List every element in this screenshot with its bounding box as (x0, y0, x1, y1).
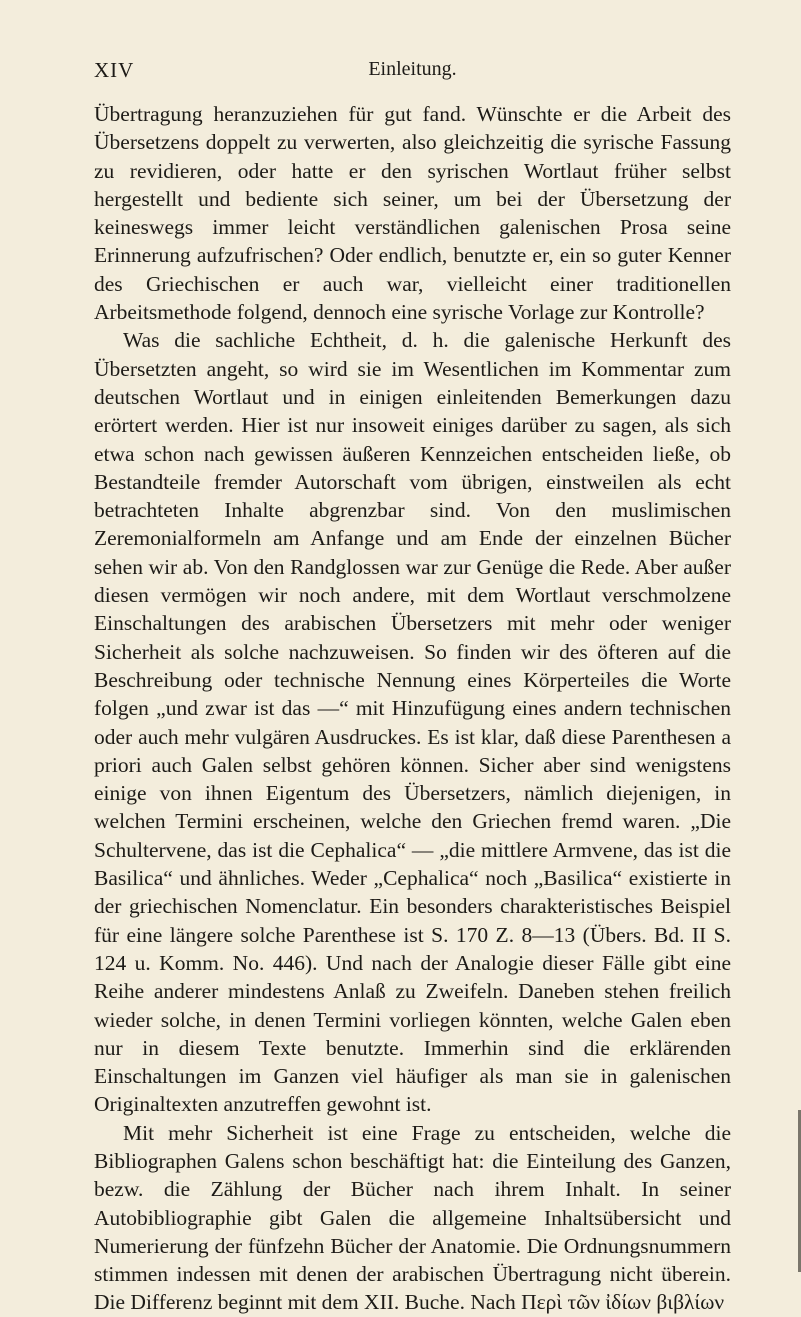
body-text (94, 100, 731, 1317)
paragraph-3: Mit mehr Sicherheit ist eine Frage zu entscheiden, welche die Bibliographen Galens schon beschäftigt hat: die Einteilung des Ganzen, bezw. die Zählung der Bücher nach ihrem Inhalt. In seiner Autobibliographie gibt Galen die allgemeine Inhaltsübersicht und Numerierung der fünfzehn Bücher der Anatomie. Die Ordnungsnummern stimmen indessen mit denen der arabischen Übertragung nicht überein. Die Differenz beginnt mit dem XII. Buche. Nach Περὶ τῶν ἰδίων βιβλίων (94, 1120, 731, 1315)
paragraph-1: Übertragung heranzuziehen für gut fand. Wünschte er die Arbeit des Übersetzens doppelt zu verwerten, also gleichzeitig die syrische Fassung zu revidieren, oder hatte er den syrischen Wortlaut früher selbst hergestellt und bediente sich seiner, um bei der Übersetzung der keineswegs immer leicht verständlichen galenischen Prosa seine Erinnerung aufzufrischen? Oder endlich, benutzte er, ein so guter Kenner des Griechischen er auch war, vielleicht einer traditionellen Arbeitsmethode folgend, dennoch eine syrische Vorlage zur Kontrolle? (94, 102, 731, 325)
paragraph-2: Was die sachliche Echtheit, d. h. die galenische Herkunft des Übersetzten angeht, so wird sie im Wesentlichen im Kommentar zum deutschen Wortlaut und in einigen einleitenden Bemerkungen dazu erörtert werden. Hier ist nur insoweit einiges darüber zu sagen, als sich etwa schon nach gewissen äußeren Kennzeichen entscheiden ließe, ob Bestandteile fremder Autorschaft vom übrigen, einstweilen als echt betrachteten Inhalte abgrenzbar sind. Von den muslimischen Zeremonialformeln am Anfange und am Ende der einzelnen Bücher sehen wir ab. Von den Randglossen war zur Genüge die Rede. Aber außer diesen vermögen wir noch andere, mit dem Wortlaut verschmolzene Einschaltungen des arabischen Übersetzers mit mehr oder weniger Sicherheit als solche nachzuweisen. So finden wir des öfteren auf die Beschreibung oder technische Nennung eines Körperteiles die Worte folgen „und zwar ist das —“ mit Hinzufügung eines andern technischen oder auch mehr vulgären Ausdruckes. Es ist klar, daß diese Parenthesen a priori auch Galen selbst gehören können. Sicher aber sind wenigstens einige von ihnen Eigentum des Übersetzers, nämlich diejenigen, in welchen Termini erscheinen, welche den Griechen fremd waren. „Die Schultervene, das ist die Cephalica“ — „die mittlere Armvene, das ist die Basilica“ und ähnliches. Weder „Cephalica“ noch „Basilica“ existierte in der griechischen Nomenclatur. Ein besonders charakteristisches Beispiel für eine längere solche Parenthese ist S. 170 Z. 8—13 (Übers. Bd. II S. 124 u. Komm. No. 446). Und nach der Analogie dieser Fälle gibt eine Reihe anderer mindestens Anlaß zu Zweifeln. Daneben stehen freilich wieder solche, in denen Termini vorliegen könnten, welche Galen eben nur in diesem Texte benutzte. Immerhin sind die erklärenden Einschaltungen im Ganzen viel häufiger als man sie in galenischen Originaltexten anzutreffen gewohnt ist. (94, 328, 731, 1117)
page-header (94, 58, 731, 86)
running-head: Einleitung. (368, 58, 457, 80)
page-number: XIV (94, 58, 135, 82)
